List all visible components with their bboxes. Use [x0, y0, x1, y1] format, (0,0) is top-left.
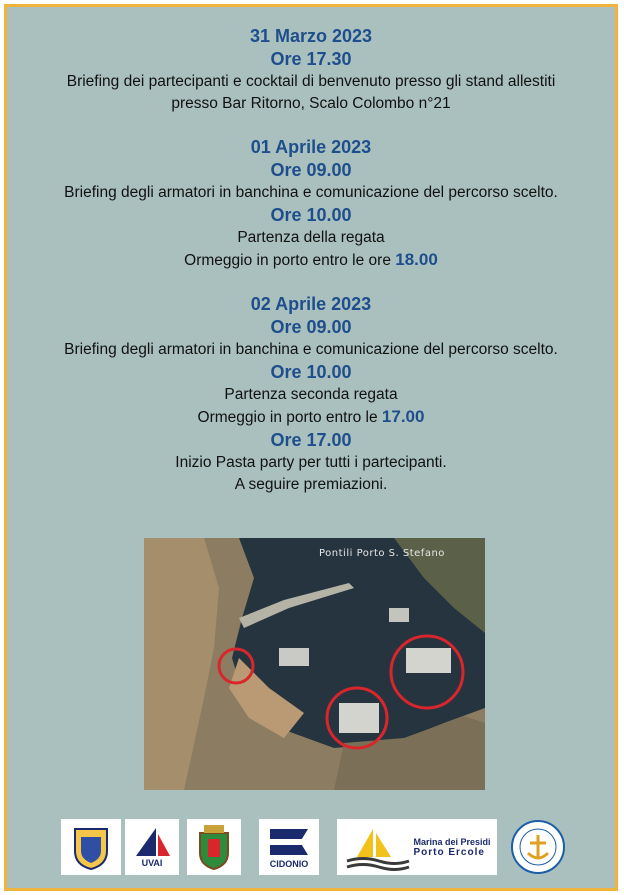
day2-time2: Ore 10.00 — [270, 205, 352, 225]
cidonio-logo — [259, 819, 319, 875]
tower-crest-icon — [196, 823, 232, 871]
sponsor-logos — [7, 819, 615, 879]
day3-time3: Ore 17.00 — [270, 430, 352, 450]
day2-mooring-prefix: Ormeggio in porto entro le ore — [184, 252, 391, 269]
day3-mooring-time: 17.00 — [381, 407, 425, 426]
sailboat-icon — [343, 823, 413, 871]
map-title: Pontili Porto S. Stefano — [319, 548, 445, 559]
day2-time1: Ore 09.00 — [270, 160, 352, 180]
day3-mooring — [7, 406, 615, 429]
day1-desc-line2: presso Bar Ritorno, Scalo Colombo n°21 — [171, 95, 451, 112]
day1-desc-line1: Briefing dei partecipanti e cocktail di benvenuto presso gli stand allestiti — [66, 73, 556, 90]
municipality-crest-logo — [61, 819, 121, 875]
day2-desc2: Partenza della regata — [237, 229, 385, 246]
harbor-map-image — [144, 538, 485, 790]
marina-logo — [337, 819, 497, 875]
town-crest-logo — [187, 819, 241, 875]
day3-desc3-line1: Inizio Pasta party per tutti i partecipanti. — [175, 454, 447, 471]
cidonio-text: CIDONIO — [269, 859, 309, 869]
day3-date: 02 Aprile 2023 — [250, 294, 372, 314]
crest-icon — [69, 823, 113, 871]
day3-desc2: Partenza seconda regata — [224, 386, 398, 403]
seal-logo — [509, 819, 567, 875]
day2-desc1: Briefing degli armatori in banchina e comunicazione del percorso scelto. — [64, 184, 558, 201]
day2-mooring — [7, 249, 615, 272]
day2-date: 01 Aprile 2023 — [250, 137, 372, 157]
day3-desc3-line2: A seguire premiazioni. — [234, 476, 388, 493]
flyer-frame — [4, 4, 618, 891]
day3-time1: Ore 09.00 — [270, 317, 352, 337]
day3-mooring-prefix: Ormeggio in porto entro le — [197, 409, 378, 426]
day3-time2: Ore 10.00 — [270, 362, 352, 382]
day2-mooring-time: 18.00 — [395, 250, 438, 269]
day3-section — [7, 293, 615, 496]
uvai-logo — [125, 819, 179, 875]
day1-time: Ore 17.30 — [270, 49, 352, 69]
schedule — [7, 25, 615, 496]
marina-name: Marina dei Presidi — [413, 836, 491, 847]
flag-icon — [266, 825, 312, 859]
day1-section — [7, 25, 615, 115]
marina-location: Porto Ercole — [413, 846, 485, 858]
day2-section — [7, 136, 615, 272]
anchor-seal-icon — [510, 819, 566, 875]
day1-date: 31 Marzo 2023 — [249, 26, 373, 46]
day3-desc1: Briefing degli armatori in banchina e comunicazione del percorso scelto. — [64, 341, 558, 358]
harbor-map — [144, 538, 485, 790]
uvai-text: UVAI — [141, 858, 163, 868]
sail-icon — [130, 826, 174, 858]
